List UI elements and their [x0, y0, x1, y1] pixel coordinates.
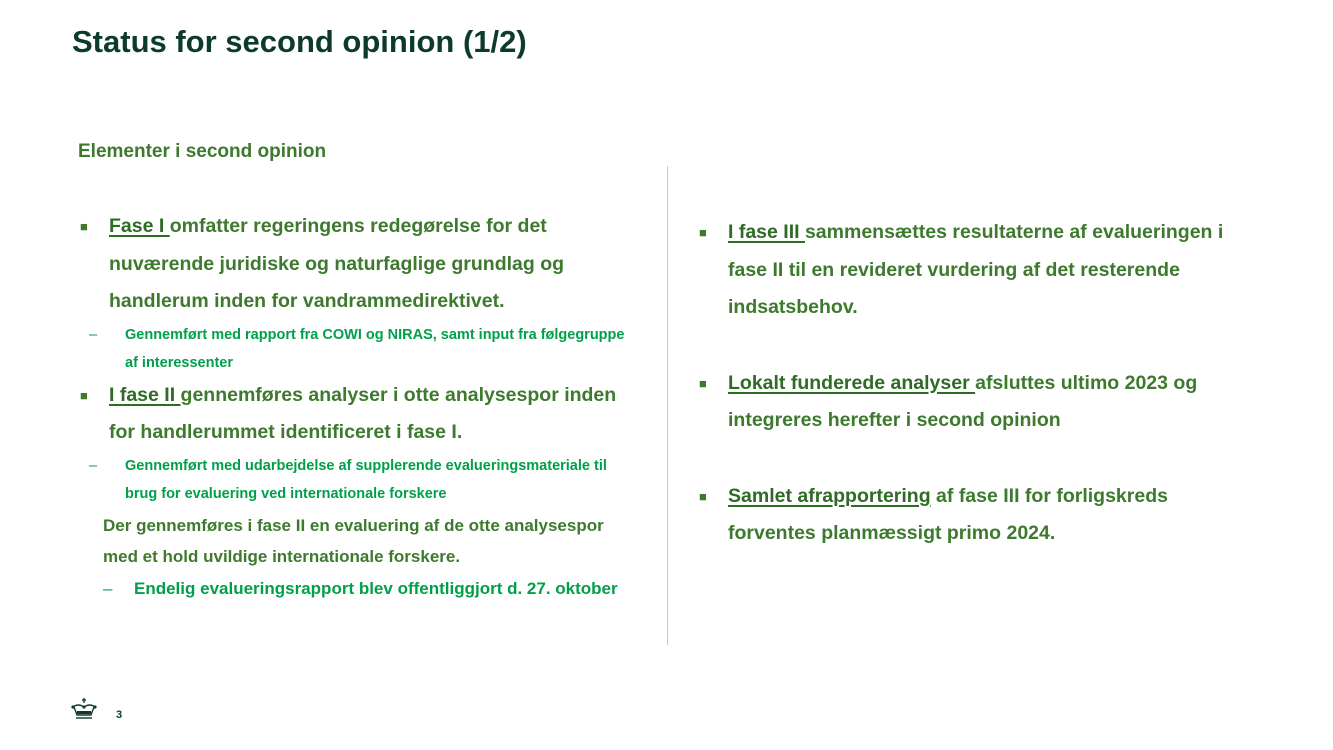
sub-bullet-evaluation — [78, 573, 638, 605]
bullet-samlet-afrapportering — [697, 478, 1257, 553]
bullet-text: sammensættes resultaterne af evalueringen i fase II til en revideret vurdering af det resterende indsatsbehov. — [728, 221, 1224, 318]
square-bullet-icon: ■ — [699, 225, 707, 240]
bullet-text: gennemføres analyser i otte analysespor inden for handlerummet identificeret i fase I. — [109, 383, 617, 443]
dash-icon: – — [103, 578, 113, 598]
square-bullet-icon: ■ — [699, 375, 707, 391]
sub-bullet-text: Gennemført med rapport fra COWI og NIRAS, samt input fra følgegruppe af interessenter — [125, 326, 625, 371]
bullet-fase-3 — [697, 214, 1257, 327]
square-bullet-icon: ■ — [699, 488, 707, 504]
bullet-lead: I fase II — [109, 383, 181, 406]
dash-icon: – — [89, 326, 98, 343]
bullet-fase-2 — [78, 377, 638, 452]
evaluation-paragraph: Der gennemføres i fase II en evaluering af de otte analysespor med et hold uvildige internationale forskere. — [103, 515, 604, 566]
dash-icon: – — [89, 457, 98, 474]
crown-icon — [70, 697, 98, 721]
bullet-lead: Fase I — [109, 215, 170, 237]
page-number: 3 — [116, 709, 123, 721]
column-divider — [667, 166, 668, 645]
square-bullet-icon: ■ — [80, 219, 88, 234]
sub-bullet-text: Endelig evalueringsrapport blev offentliggjort d. 27. oktober — [134, 578, 618, 598]
bullet-lead: Lokalt funderede analyser — [728, 371, 976, 394]
bullet-text: af fase III for forligskreds forventes planmæssigt primo 2024. — [728, 484, 1168, 544]
sub-bullet-fase-1 — [78, 321, 638, 377]
square-bullet-icon: ■ — [80, 387, 88, 403]
right-column — [697, 214, 1257, 553]
bullet-lead: I fase III — [728, 221, 805, 243]
bullet-fase-1 — [78, 208, 638, 321]
bullet-lokale-analyser — [697, 365, 1257, 440]
bullet-text: afsluttes ultimo 2023 og integreres herefter i second opinion — [728, 371, 1198, 431]
sub-bullet-text: Gennemført med udarbejdelse af supplerende evalueringsmateriale til brug for evaluering ved internationale forskere — [125, 457, 607, 502]
bullet-lead: Samlet afrapportering — [728, 484, 931, 507]
sub-bullet-fase-2 — [78, 452, 638, 508]
page-title: Status for second opinion (1/2) — [72, 24, 527, 59]
left-column — [78, 208, 638, 604]
bullet-text: omfatter regeringens redegørelse for det nuværende juridiske og naturfaglige grundlag og handlerum inden for vandrammedirektivet. — [109, 215, 565, 312]
section-heading: Elementer i second opinion — [78, 141, 327, 162]
